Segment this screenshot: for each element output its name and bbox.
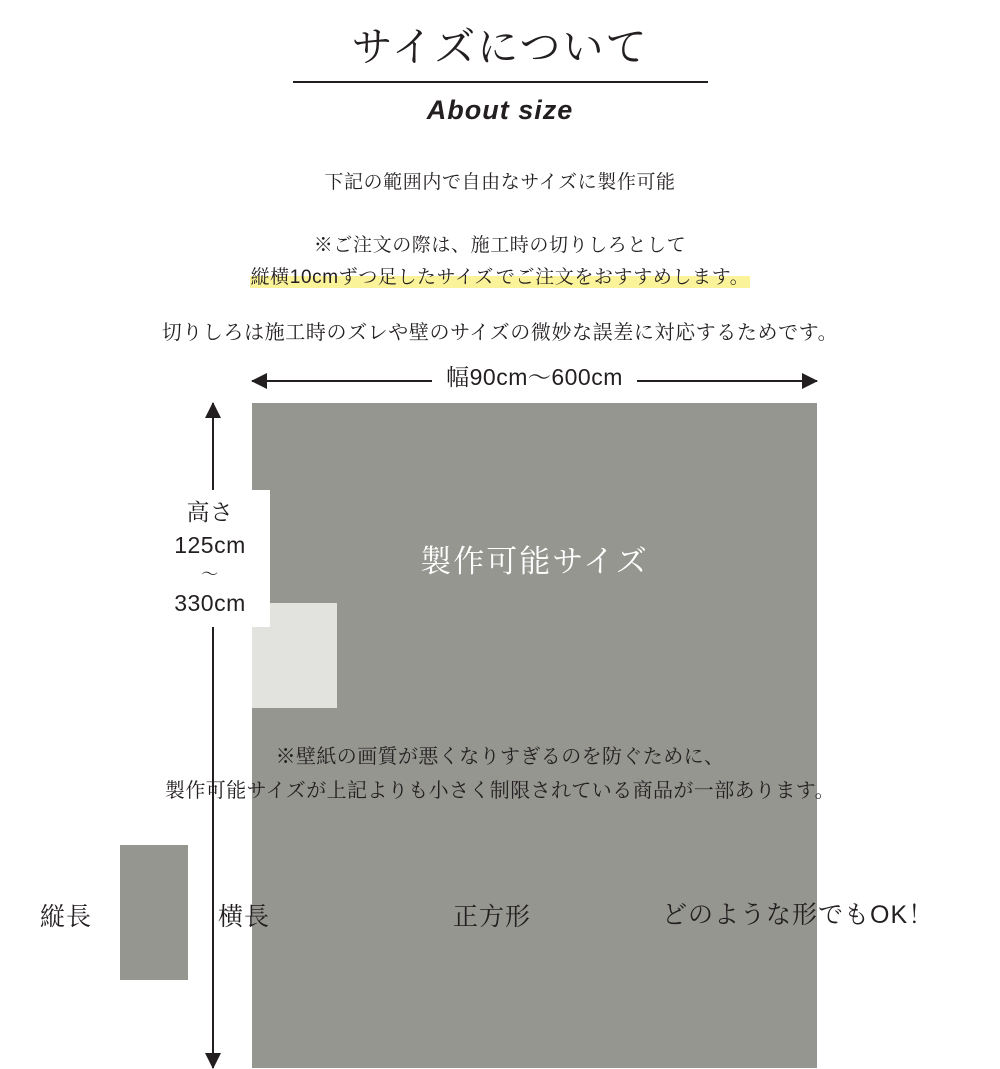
shape-label-square: 正方形 [453,903,532,931]
shape-label-portrait: 縦長 [40,903,93,931]
intro-line-2: ※ご注文の際は、施工時の切りしろとして [313,235,687,257]
title-divider [293,81,708,83]
shape-label-landscape: 横長 [218,903,271,931]
note-text [0,740,1000,808]
height-label-max: 330cm [174,590,246,617]
note-line-2: 製作可能サイズが上記よりも小さく制限されている商品が一部あります。 [165,780,835,802]
note-line-1: ※壁紙の画質が悪くなりすぎるのを防ぐために、 [275,746,725,768]
intro-line-3-rest: でご注文をおすすめします。 [495,266,750,288]
height-label-tilde: 〜 [201,564,219,584]
shape-swatch-landscape [288,878,420,946]
any-shape-ok-label: どのような形でもOK！ [662,901,935,929]
height-label-min: 125cm [174,532,246,559]
shape-swatch-square [548,882,616,942]
intro-line-3 [0,263,1000,292]
intro-line-3-highlight: 縦横10cmずつ足したサイズ [250,266,494,288]
intro-text [0,168,1000,349]
producible-area-label: 製作可能サイズ [420,543,649,579]
shape-swatch-portrait [120,845,188,980]
heading-block [0,24,1000,126]
page-subtitle: About size [426,95,574,126]
height-arrow-head-top-icon [205,402,221,418]
height-arrow-head-bottom-icon [205,1053,221,1069]
intro-line-4: 切りしろは施工時のズレや壁のサイズの微妙な誤差に対応するためです。 [161,322,839,345]
height-label-title: 高さ [186,499,234,525]
height-dimension-label [150,490,270,627]
width-dimension-label: 幅90cm〜600cm [252,359,817,392]
page-title: サイズについて [351,24,649,70]
size-diagram [0,355,1000,735]
intro-line-1: 下記の範囲内で自由なサイズに製作可能 [324,172,676,193]
